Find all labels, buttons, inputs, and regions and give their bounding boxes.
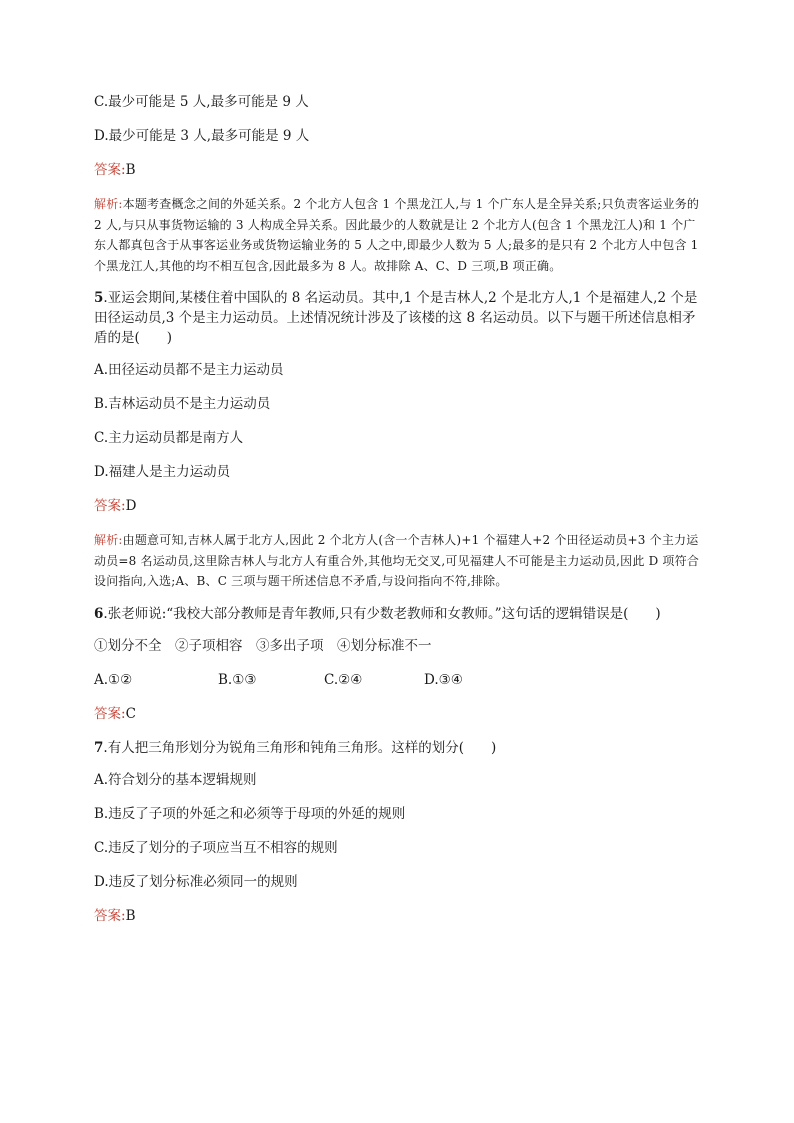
- q6-answer: [94, 704, 706, 724]
- answer-label: 答案:: [94, 705, 126, 722]
- q5-analysis: [94, 530, 706, 592]
- q5-option-c: C.主力运动员都是南方人: [94, 430, 244, 446]
- q4-answer: [94, 160, 706, 180]
- q6-choice-a: A.①②: [94, 671, 133, 688]
- question-text: .有人把三角形划分为锐角三角形和钝角三角形。这样的划分( ): [103, 739, 497, 756]
- answer-value: B: [125, 907, 136, 924]
- analysis-label: 解析:: [94, 197, 123, 211]
- answer-label: 答案:: [94, 162, 126, 178]
- q5-answer: [94, 496, 706, 516]
- q6-circle-options: ①划分不全 ②子项相容 ③多出子项 ④划分标准不一: [94, 637, 432, 654]
- answer-value: D: [125, 498, 137, 514]
- q7-option-a: A.符合划分的基本逻辑规则: [94, 771, 257, 788]
- question-text: .亚运会期间,某楼住着中国队的 8 名运动员。其中,1 个是吉林人,2 个是北方人,1 个是福建人,2 个是田径运动员,3 个是主力运动员。上述情况统计涉及了该楼的这 8 名运动员。以下与题干所述信息相矛盾的是( ): [94, 290, 698, 346]
- question-number: 7: [94, 739, 104, 756]
- q5-option-a: A.田径运动员都不是主力运动员: [94, 362, 284, 378]
- q7-answer: [94, 906, 706, 926]
- question-text: .张老师说:“我校大部分教师是青年教师,只有少数老教师和女教师。”这句话的逻辑错误是( ): [103, 605, 661, 622]
- q6-choice-c: C.②④: [324, 671, 363, 688]
- q7-option-c: C.违反了划分的子项应当互不相容的规则: [94, 839, 338, 856]
- answer-value: C: [125, 705, 136, 722]
- q6-choice-b: B.①③: [218, 671, 257, 688]
- document-page: [94, 92, 706, 940]
- answer-value: B: [125, 162, 136, 178]
- q7-option-d: D.违反了划分标准必须同一的规则: [94, 873, 298, 890]
- q6-stem: [94, 604, 706, 624]
- analysis-text: 本题考查概念之间的外延关系。2 个北方人包含 1 个黑龙江人,与 1 个广东人是全异关系;只负责客运业务的 2 人,与只从事货物运输的 3 人构成全异关系。因此最少的人数就是让 2 个北方人(包含 1 个黑龙江人)和 1 个广东人都真包含于从事客运业务或货物运输业务的 5 人之中,即最少人数为 5 人;最多的是只有 2 个北方人中包含 1 个黑龙江人,其他的均不相互包含,因此最多为 8 人。故排除 A、C、D 三项,B 项正确。: [94, 197, 700, 273]
- q5-option-d: D.福建人是主力运动员: [94, 464, 231, 480]
- answer-label: 答案:: [94, 907, 126, 924]
- question-number: 5: [94, 290, 104, 306]
- q4-option-d: D.最少可能是 3 人,最多可能是 9 人: [94, 128, 310, 144]
- answer-label: 答案:: [94, 498, 126, 514]
- q6-choices: [94, 670, 706, 690]
- q7-stem: [94, 738, 706, 758]
- q4-analysis: [94, 194, 706, 276]
- q6-choice-d: D.③④: [424, 671, 463, 688]
- q4-option-c: C.最少可能是 5 人,最多可能是 9 人: [94, 94, 309, 110]
- analysis-label: 解析:: [94, 533, 123, 547]
- q7-option-b: B.违反了子项的外延之和必须等于母项的外延的规则: [94, 805, 406, 822]
- q5-option-b: B.吉林运动员不是主力运动员: [94, 396, 271, 412]
- analysis-text: 由题意可知,吉林人属于北方人,因此 2 个北方人(含一个吉林人)+1 个福建人+2 个田径运动员+3 个主力运动员=8 名运动员,这里除吉林人与北方人有重合外,其他均无交叉,可见福建人不可能是主力运动员,因此 D 项符合设问指向,入选;A、B、C 三项与题干所述信息不矛盾,与设问指向不符,排除。: [94, 533, 700, 588]
- question-number: 6: [94, 605, 104, 622]
- q5-stem: [94, 288, 706, 348]
